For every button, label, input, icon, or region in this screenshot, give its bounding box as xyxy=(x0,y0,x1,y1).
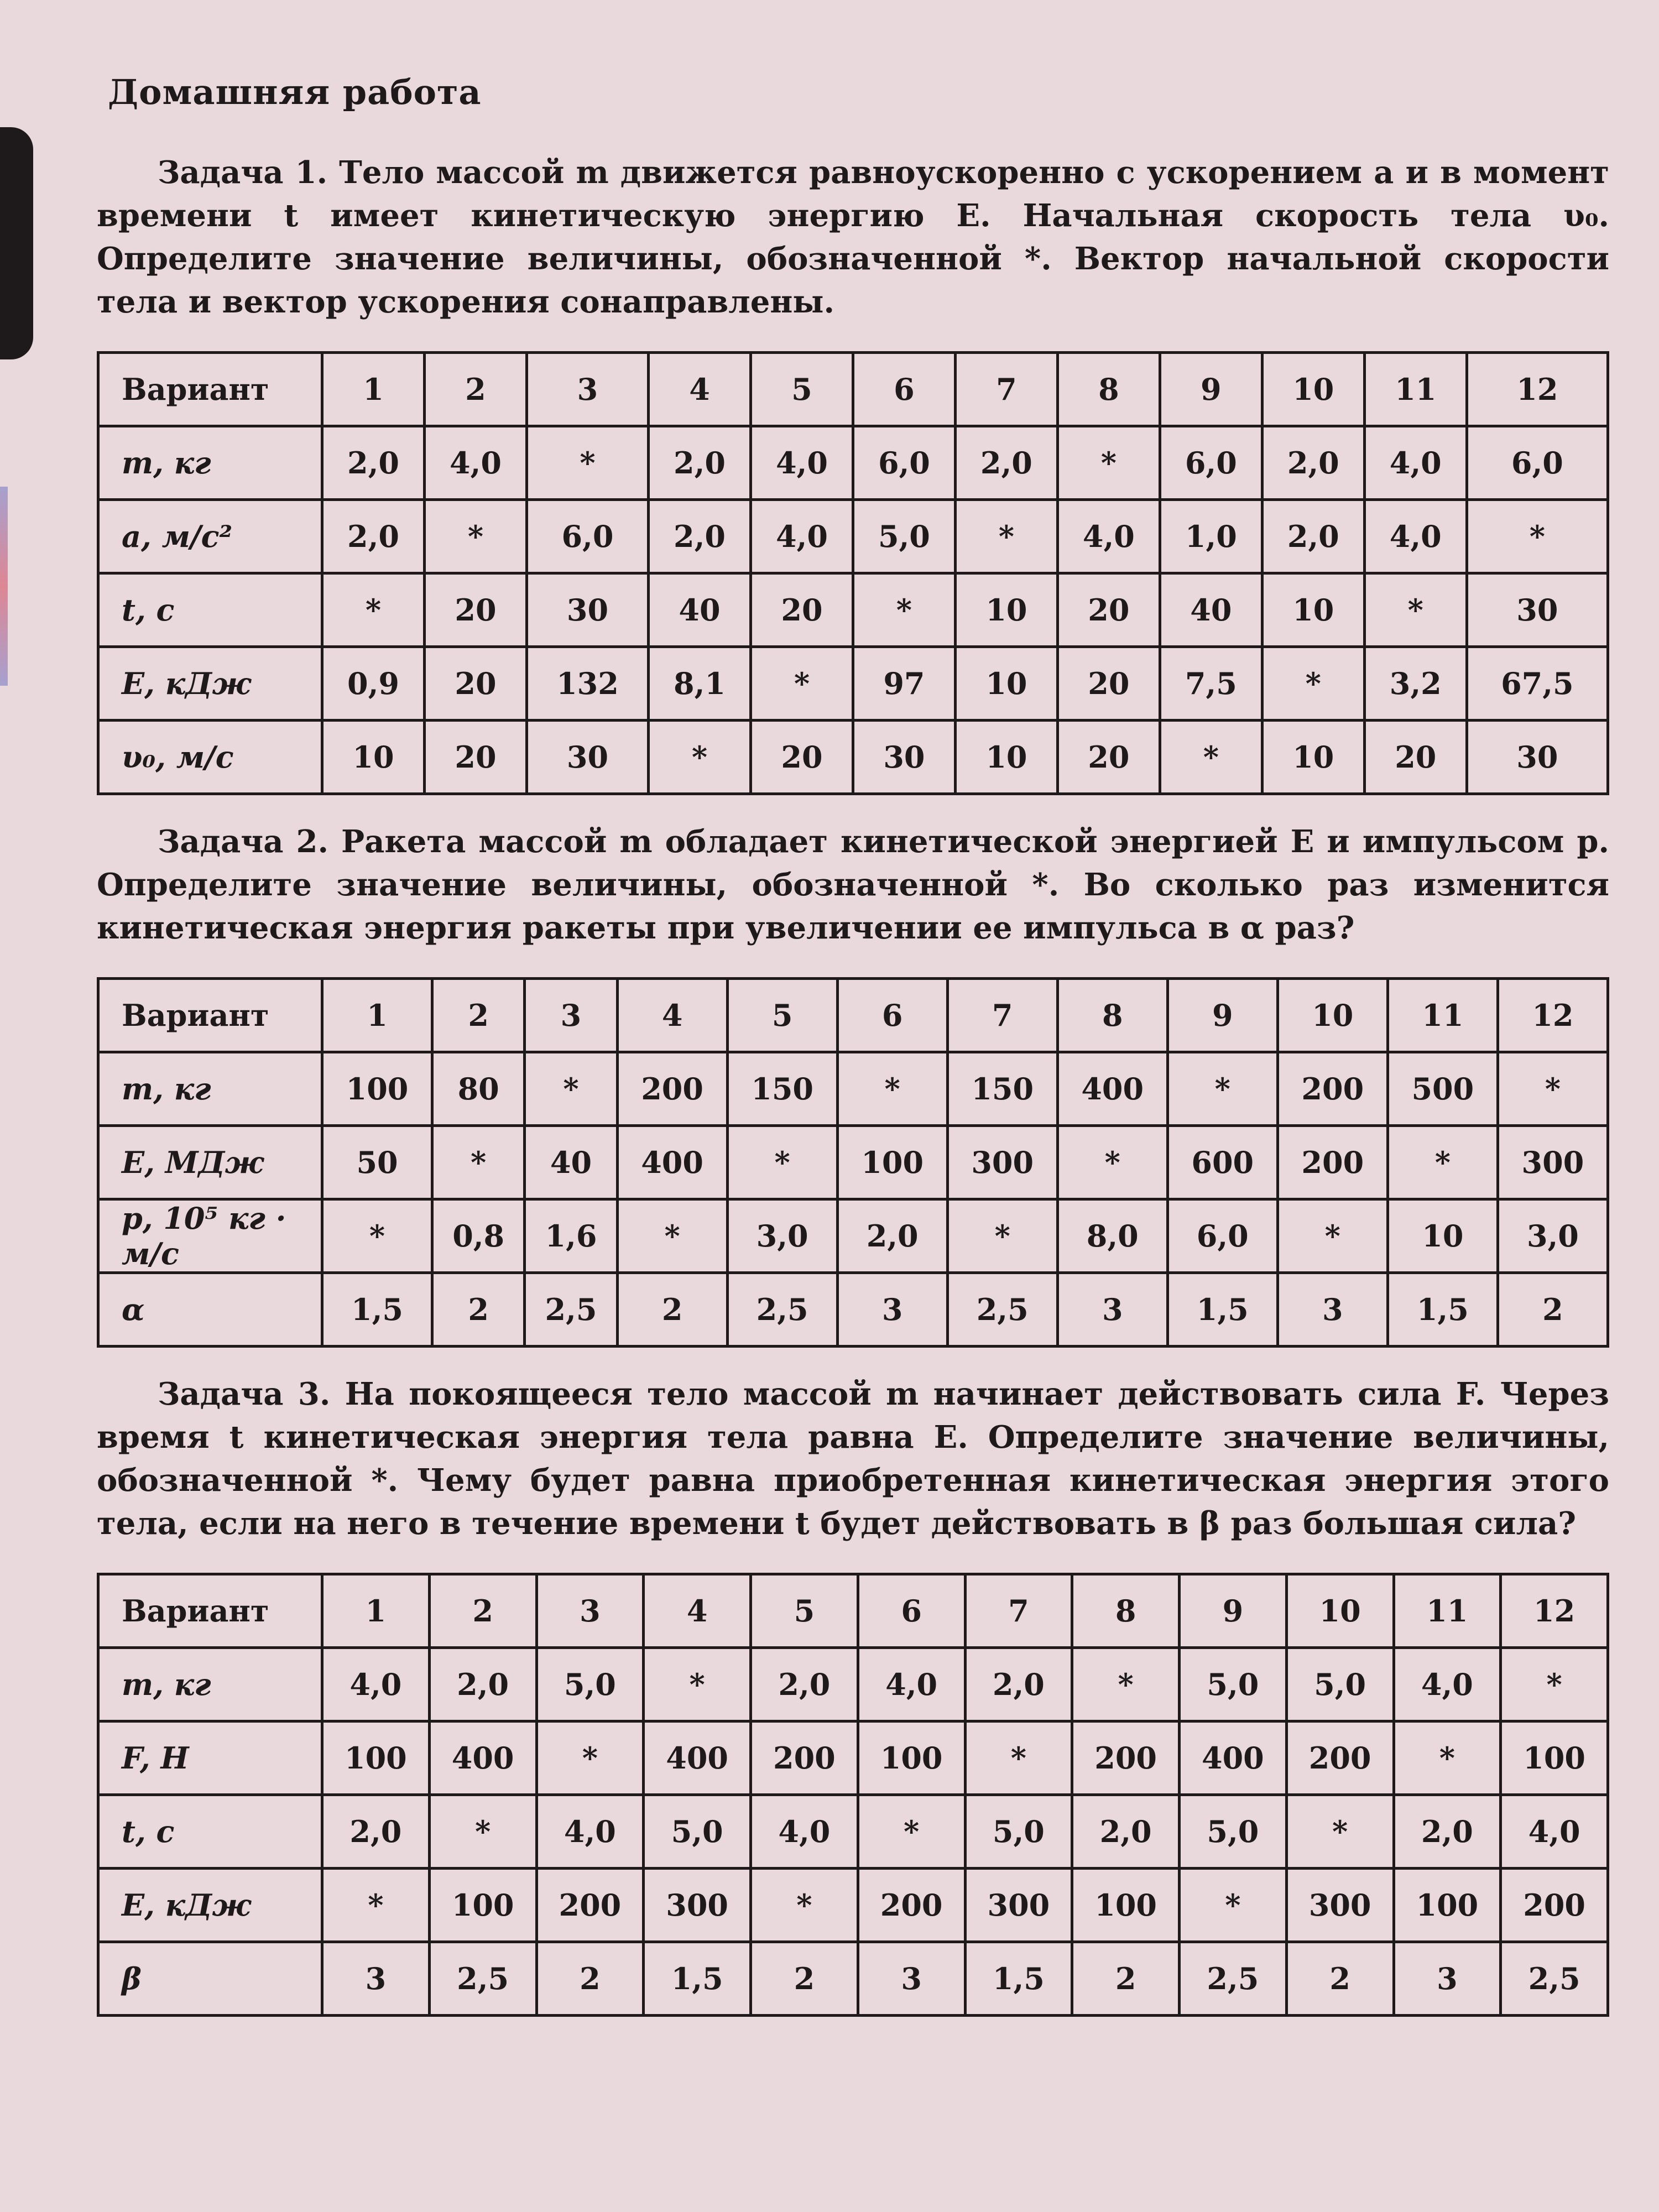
table-cell: 2,0 xyxy=(649,500,751,573)
column-header: 1 xyxy=(322,979,432,1052)
row-label: t, с xyxy=(98,573,322,647)
table-cell: 2,0 xyxy=(837,1199,947,1273)
column-header: 7 xyxy=(947,979,1057,1052)
table-header-row xyxy=(98,979,1608,1052)
table-cell: 2,5 xyxy=(947,1273,1057,1347)
task-3-statement xyxy=(97,1373,1609,1545)
table-cell: * xyxy=(751,1869,858,1942)
table-cell: 100 xyxy=(1394,1869,1501,1942)
table-cell: 2,5 xyxy=(727,1273,837,1347)
table-cell: 2,0 xyxy=(1072,1795,1180,1869)
table-cell: 67,5 xyxy=(1467,647,1608,721)
table-row xyxy=(98,500,1608,573)
table-cell: 200 xyxy=(858,1869,965,1942)
table-cell: 2 xyxy=(536,1942,644,2016)
column-header: 9 xyxy=(1167,979,1277,1052)
table-cell: 1,5 xyxy=(965,1942,1072,2016)
table-header-row xyxy=(98,353,1608,426)
table-cell: 400 xyxy=(617,1126,727,1199)
task-title: Задача 2. xyxy=(158,823,341,860)
column-header: 5 xyxy=(751,1574,858,1648)
table-cell: 2,0 xyxy=(751,1648,858,1721)
table-cell: 40 xyxy=(1160,573,1262,647)
table-cell: * xyxy=(837,1052,947,1126)
table-cell: * xyxy=(1057,426,1160,500)
table-cell: 10 xyxy=(955,573,1057,647)
table-cell: * xyxy=(322,1869,430,1942)
table-cell: 1,5 xyxy=(1167,1273,1277,1347)
table-cell: 3 xyxy=(322,1942,430,2016)
table-cell: 600 xyxy=(1167,1126,1277,1199)
table-cell: 200 xyxy=(617,1052,727,1126)
table-cell: 400 xyxy=(429,1721,536,1795)
column-header: 10 xyxy=(1262,353,1364,426)
column-header: 11 xyxy=(1387,979,1498,1052)
table-cell: 100 xyxy=(837,1126,947,1199)
table-cell: 400 xyxy=(644,1721,751,1795)
table-cell: 4,0 xyxy=(424,426,526,500)
table-row xyxy=(98,1942,1608,2016)
table-cell: * xyxy=(727,1126,837,1199)
table-cell: * xyxy=(429,1795,536,1869)
table-cell: 100 xyxy=(322,1721,430,1795)
column-header: 10 xyxy=(1277,979,1387,1052)
table-cell: 10 xyxy=(1262,721,1364,794)
column-header: 2 xyxy=(432,979,525,1052)
table-cell: 2,0 xyxy=(322,500,425,573)
table-cell: 7,5 xyxy=(1160,647,1262,721)
column-header: 7 xyxy=(955,353,1057,426)
table-cell: * xyxy=(432,1126,525,1199)
task-text: Ракета массой m обладает кинетической энергией E и импульсом p. Определите значение величины, обозначенной *. Во сколько раз изменится кинетическая энергия ракеты при увеличении ее импульса в α раз? xyxy=(97,823,1609,946)
table-cell: 2 xyxy=(751,1942,858,2016)
column-header: 12 xyxy=(1498,979,1608,1052)
header-label: Вариант xyxy=(98,1574,322,1648)
table-cell: * xyxy=(525,1052,617,1126)
table-row xyxy=(98,1199,1608,1273)
column-header: 2 xyxy=(429,1574,536,1648)
table-cell: 3,0 xyxy=(1498,1199,1608,1273)
table-cell: * xyxy=(1501,1648,1608,1721)
table-row xyxy=(98,1273,1608,1347)
table-cell: 0,9 xyxy=(322,647,425,721)
table-cell: 1,0 xyxy=(1160,500,1262,573)
table-cell: 2,0 xyxy=(1262,426,1364,500)
table-cell: * xyxy=(322,573,425,647)
column-header: 8 xyxy=(1057,979,1167,1052)
row-label: a, м/с² xyxy=(98,500,322,573)
table-cell: * xyxy=(1057,1126,1167,1199)
table-cell: 20 xyxy=(424,721,526,794)
table-cell: 4,0 xyxy=(858,1648,965,1721)
row-label: m, кг xyxy=(98,1648,322,1721)
table-cell: 2,0 xyxy=(429,1648,536,1721)
page-title: Домашняя работа xyxy=(108,72,482,112)
row-label: p, 10⁵ кг · м/с xyxy=(98,1199,322,1273)
table-cell: * xyxy=(750,647,853,721)
table-cell: * xyxy=(947,1199,1057,1273)
table-cell: 150 xyxy=(727,1052,837,1126)
table-cell: * xyxy=(1180,1869,1287,1942)
table-cell: 20 xyxy=(750,721,853,794)
table-cell: 20 xyxy=(1057,573,1160,647)
row-label: m, кг xyxy=(98,426,322,500)
table-cell: 6,0 xyxy=(1167,1199,1277,1273)
table-cell: 300 xyxy=(1286,1869,1394,1942)
table-cell: * xyxy=(1364,573,1467,647)
header-label: Вариант xyxy=(98,353,322,426)
row-label: F, Н xyxy=(98,1721,322,1795)
table-cell: * xyxy=(1167,1052,1277,1126)
table-row xyxy=(98,573,1608,647)
table-cell: 4,0 xyxy=(1364,500,1467,573)
task-title: Задача 3. xyxy=(158,1376,345,1412)
table-cell: 20 xyxy=(1057,721,1160,794)
table-cell: 20 xyxy=(1364,721,1467,794)
table-cell: 2,0 xyxy=(955,426,1057,500)
column-header: 9 xyxy=(1160,353,1262,426)
table-cell: 5,0 xyxy=(644,1795,751,1869)
table-cell: 30 xyxy=(526,573,648,647)
table-cell: 4,0 xyxy=(1501,1795,1608,1869)
table-cell: 8,1 xyxy=(649,647,751,721)
table-cell: 80 xyxy=(432,1052,525,1126)
table-cell: * xyxy=(1072,1648,1180,1721)
table-row xyxy=(98,1795,1608,1869)
table-cell: 4,0 xyxy=(1394,1648,1501,1721)
column-header: 4 xyxy=(644,1574,751,1648)
table-cell: * xyxy=(536,1721,644,1795)
table-cell: * xyxy=(1286,1795,1394,1869)
task-3-table xyxy=(97,1573,1609,2017)
column-header: 12 xyxy=(1501,1574,1608,1648)
column-header: 9 xyxy=(1180,1574,1287,1648)
table-cell: * xyxy=(1262,647,1364,721)
row-label: E, МДж xyxy=(98,1126,322,1199)
table-cell: 20 xyxy=(424,573,526,647)
table-row xyxy=(98,1648,1608,1721)
table-row xyxy=(98,1126,1608,1199)
table-cell: 4,0 xyxy=(750,426,853,500)
task-text: Тело массой m движется равноускоренно с ускорением a и в момент времени t имеет кинетическую энергию E. Начальная скорость тела υ₀. Определите значение величины, обозначенной *. Вектор начальной скорости тела и вектор ускорения сонаправлены. xyxy=(97,154,1609,320)
column-header: 3 xyxy=(536,1574,644,1648)
page xyxy=(97,72,1609,2042)
table-cell: 300 xyxy=(947,1126,1057,1199)
table-cell: 3,0 xyxy=(727,1199,837,1273)
table-cell: 97 xyxy=(853,647,955,721)
task-text: На покоящееся тело массой m начинает действовать сила F. Через время t кинетическая энергия тела равна E. Определите значение величины, обозначенной *. Чему будет равна приобретенная кинетическая энергия этого тела, если на него в течение времени t будет действовать в β раз большая сила? xyxy=(97,1376,1609,1542)
table-cell: 3 xyxy=(837,1273,947,1347)
table-cell: 2,0 xyxy=(965,1648,1072,1721)
table-cell: 10 xyxy=(322,721,425,794)
table-cell: 150 xyxy=(947,1052,1057,1126)
table-cell: 5,0 xyxy=(1180,1795,1287,1869)
table-cell: 30 xyxy=(853,721,955,794)
table-cell: 5,0 xyxy=(965,1795,1072,1869)
table-cell: 300 xyxy=(1498,1126,1608,1199)
table-cell: 1,5 xyxy=(322,1273,432,1347)
column-header: 6 xyxy=(837,979,947,1052)
table-row xyxy=(98,647,1608,721)
page-edge-decoration xyxy=(0,127,33,359)
table-cell: 1,5 xyxy=(1387,1273,1498,1347)
table-cell: * xyxy=(965,1721,1072,1795)
row-label: m, кг xyxy=(98,1052,322,1126)
table-cell: 200 xyxy=(751,1721,858,1795)
table-cell: * xyxy=(644,1648,751,1721)
table-cell: 3 xyxy=(1057,1273,1167,1347)
task-title: Задача 1. xyxy=(158,154,340,191)
row-label: υ₀, м/с xyxy=(98,721,322,794)
table-cell: 500 xyxy=(1387,1052,1498,1126)
table-cell: 20 xyxy=(1057,647,1160,721)
table-cell: 300 xyxy=(965,1869,1072,1942)
table-cell: * xyxy=(1498,1052,1608,1126)
table-row xyxy=(98,1869,1608,1942)
table-row xyxy=(98,1721,1608,1795)
table-cell: 5,0 xyxy=(1180,1648,1287,1721)
table-cell: 2,0 xyxy=(322,426,425,500)
table-row xyxy=(98,721,1608,794)
table-cell: 200 xyxy=(1501,1869,1608,1942)
column-header: 5 xyxy=(750,353,853,426)
table-cell: * xyxy=(1277,1199,1387,1273)
task-1-statement xyxy=(97,151,1609,324)
table-cell: 2,0 xyxy=(1262,500,1364,573)
table-cell: 40 xyxy=(525,1126,617,1199)
table-cell: * xyxy=(617,1199,727,1273)
table-cell: 100 xyxy=(1501,1721,1608,1795)
column-header: 11 xyxy=(1394,1574,1501,1648)
table-cell: 6,0 xyxy=(1160,426,1262,500)
table-cell: 132 xyxy=(526,647,648,721)
column-header: 3 xyxy=(526,353,648,426)
table-cell: 20 xyxy=(750,573,853,647)
column-header: 11 xyxy=(1364,353,1467,426)
table-cell: 100 xyxy=(429,1869,536,1942)
table-cell: 40 xyxy=(649,573,751,647)
table-cell: 30 xyxy=(1467,573,1608,647)
task-2-table xyxy=(97,977,1609,1348)
table-cell: 10 xyxy=(1387,1199,1498,1273)
table-cell: * xyxy=(526,426,648,500)
table-cell: 2 xyxy=(1072,1942,1180,2016)
table-cell: 4,0 xyxy=(322,1648,430,1721)
column-header: 10 xyxy=(1286,1574,1394,1648)
tasks-container xyxy=(97,151,1609,2017)
table-cell: 5,0 xyxy=(1286,1648,1394,1721)
table-cell: 2,5 xyxy=(1501,1942,1608,2016)
table-cell: 2 xyxy=(617,1273,727,1347)
table-cell: * xyxy=(1467,500,1608,573)
table-cell: 400 xyxy=(1057,1052,1167,1126)
table-cell: 4,0 xyxy=(750,500,853,573)
table-cell: 8,0 xyxy=(1057,1199,1167,1273)
table-cell: 2,5 xyxy=(429,1942,536,2016)
table-cell: 0,8 xyxy=(432,1199,525,1273)
column-header: 4 xyxy=(617,979,727,1052)
table-row xyxy=(98,1052,1608,1126)
column-header: 3 xyxy=(525,979,617,1052)
column-header: 5 xyxy=(727,979,837,1052)
header-label: Вариант xyxy=(98,979,322,1052)
table-row xyxy=(98,426,1608,500)
table-cell: 10 xyxy=(1262,573,1364,647)
table-cell: 100 xyxy=(1072,1869,1180,1942)
table-cell: 200 xyxy=(1286,1721,1394,1795)
task-2-statement xyxy=(97,820,1609,950)
table-cell: 3,2 xyxy=(1364,647,1467,721)
column-header: 12 xyxy=(1467,353,1608,426)
row-label: α xyxy=(98,1273,322,1347)
column-header: 2 xyxy=(424,353,526,426)
column-header: 1 xyxy=(322,353,425,426)
table-cell: 4,0 xyxy=(536,1795,644,1869)
table-cell: 10 xyxy=(955,647,1057,721)
table-cell: * xyxy=(858,1795,965,1869)
table-cell: 5,0 xyxy=(536,1648,644,1721)
table-cell: 4,0 xyxy=(1057,500,1160,573)
column-header: 4 xyxy=(649,353,751,426)
table-cell: * xyxy=(1160,721,1262,794)
table-cell: * xyxy=(322,1199,432,1273)
table-cell: 6,0 xyxy=(1467,426,1608,500)
table-cell: 30 xyxy=(1467,721,1608,794)
row-label: t, с xyxy=(98,1795,322,1869)
table-cell: 3 xyxy=(1394,1942,1501,2016)
table-cell: 1,6 xyxy=(525,1199,617,1273)
table-header-row xyxy=(98,1574,1608,1648)
table-cell: * xyxy=(955,500,1057,573)
column-header: 7 xyxy=(965,1574,1072,1648)
row-label: E, кДж xyxy=(98,647,322,721)
table-cell: 2,5 xyxy=(1180,1942,1287,2016)
table-cell: 200 xyxy=(1277,1126,1387,1199)
row-label: β xyxy=(98,1942,322,2016)
table-cell: 100 xyxy=(322,1052,432,1126)
table-cell: 100 xyxy=(858,1721,965,1795)
table-cell: 200 xyxy=(1072,1721,1180,1795)
table-cell: 200 xyxy=(536,1869,644,1942)
column-header: 6 xyxy=(853,353,955,426)
table-cell: 4,0 xyxy=(1364,426,1467,500)
table-cell: 2 xyxy=(1286,1942,1394,2016)
table-cell: 3 xyxy=(858,1942,965,2016)
table-cell: 6,0 xyxy=(526,500,648,573)
column-header: 1 xyxy=(322,1574,430,1648)
table-cell: 300 xyxy=(644,1869,751,1942)
table-cell: 5,0 xyxy=(853,500,955,573)
table-cell: 2,0 xyxy=(322,1795,430,1869)
table-cell: 6,0 xyxy=(853,426,955,500)
page-edge-stripe xyxy=(0,487,8,686)
table-cell: * xyxy=(424,500,526,573)
table-cell: 2 xyxy=(1498,1273,1608,1347)
table-cell: 200 xyxy=(1277,1052,1387,1126)
table-cell: 400 xyxy=(1180,1721,1287,1795)
table-cell: * xyxy=(853,573,955,647)
table-cell: 30 xyxy=(526,721,648,794)
table-cell: 1,5 xyxy=(644,1942,751,2016)
table-cell: * xyxy=(649,721,751,794)
table-cell: 2,0 xyxy=(1394,1795,1501,1869)
table-cell: * xyxy=(1394,1721,1501,1795)
table-cell: 20 xyxy=(424,647,526,721)
table-cell: * xyxy=(1387,1126,1498,1199)
task-1-table xyxy=(97,351,1609,795)
table-cell: 2,5 xyxy=(525,1273,617,1347)
row-label: E, кДж xyxy=(98,1869,322,1942)
table-cell: 3 xyxy=(1277,1273,1387,1347)
table-cell: 2,0 xyxy=(649,426,751,500)
column-header: 6 xyxy=(858,1574,965,1648)
column-header: 8 xyxy=(1057,353,1160,426)
table-cell: 2 xyxy=(432,1273,525,1347)
table-cell: 4,0 xyxy=(751,1795,858,1869)
table-cell: 50 xyxy=(322,1126,432,1199)
column-header: 8 xyxy=(1072,1574,1180,1648)
table-cell: 10 xyxy=(955,721,1057,794)
